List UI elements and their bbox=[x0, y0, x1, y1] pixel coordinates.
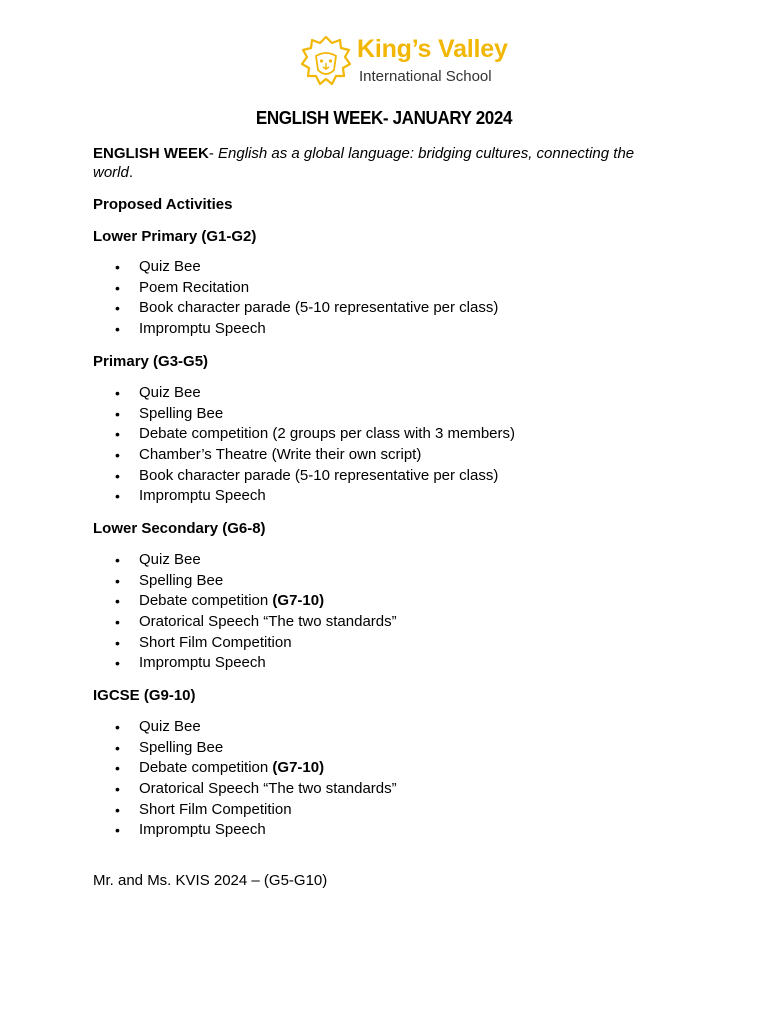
activity-item: • Book character parade (5-10 representative per class) bbox=[93, 466, 515, 487]
intro-theme: English as a global language: bridging cultures, connecting the world bbox=[93, 145, 635, 181]
section-heading-lower-primary: Lower Primary (G1-G2) bbox=[93, 228, 257, 245]
activity-item: • Quiz Bee bbox=[93, 550, 397, 571]
section-heading-lower-secondary: Lower Secondary (G6-8) bbox=[93, 520, 266, 537]
activity-item: • Debate competition (2 groups per class with 3 members) bbox=[93, 424, 515, 445]
activity-grade-range: (G7-10) bbox=[272, 592, 325, 610]
section-heading-primary: Primary (G3-G5) bbox=[93, 353, 209, 370]
school-name: King’s Valley bbox=[357, 35, 508, 63]
activity-text: Debate competition bbox=[139, 759, 273, 777]
lion-crest-icon bbox=[299, 34, 353, 90]
activity-list-igcse bbox=[93, 717, 397, 841]
activity-list-lower-primary bbox=[93, 257, 498, 340]
activity-item bbox=[93, 591, 397, 612]
activity-item: • Oratorical Speech “The two standards” bbox=[93, 612, 397, 633]
activity-item: • Book character parade (5-10 representative per class) bbox=[93, 298, 498, 319]
activity-item: • Spelling Bee bbox=[93, 571, 397, 592]
intro-dash: - bbox=[208, 145, 219, 162]
activity-item bbox=[93, 758, 397, 779]
activity-item: • Quiz Bee bbox=[93, 383, 515, 404]
page-title: ENGLISH WEEK- JANUARY 2024 bbox=[255, 107, 513, 128]
activity-item: • Impromptu Speech bbox=[93, 319, 498, 340]
activity-item: • Poem Recitation bbox=[93, 278, 498, 299]
activity-grade-range: (G7-10) bbox=[272, 759, 325, 777]
intro-paragraph bbox=[93, 144, 673, 182]
activity-item: • Spelling Bee bbox=[93, 738, 397, 759]
section-heading-igcse: IGCSE (G9-10) bbox=[93, 687, 196, 704]
activity-item: • Impromptu Speech bbox=[93, 653, 397, 674]
activity-item: • Chamber’s Theatre (Write their own script) bbox=[93, 445, 515, 466]
intro-end: . bbox=[128, 164, 134, 181]
activity-item: • Impromptu Speech bbox=[93, 820, 397, 841]
activity-list-lower-secondary bbox=[93, 550, 397, 674]
activity-item: • Spelling Bee bbox=[93, 404, 515, 425]
activity-item: • Short Film Competition bbox=[93, 800, 397, 821]
school-logo bbox=[299, 34, 529, 90]
activity-item: • Short Film Competition bbox=[93, 633, 397, 654]
activity-item: • Oratorical Speech “The two standards” bbox=[93, 779, 397, 800]
school-subtitle: International School bbox=[359, 68, 492, 85]
activity-list-primary bbox=[93, 383, 515, 507]
activity-item: • Quiz Bee bbox=[93, 257, 498, 278]
footer-note: Mr. and Ms. KVIS 2024 – (G5-G10) bbox=[93, 872, 328, 889]
proposed-activities-heading: Proposed Activities bbox=[93, 196, 233, 213]
activity-item: • Quiz Bee bbox=[93, 717, 397, 738]
intro-lead: ENGLISH WEEK bbox=[93, 145, 209, 162]
activity-item: • Impromptu Speech bbox=[93, 486, 515, 507]
activity-text: Debate competition bbox=[139, 592, 273, 610]
